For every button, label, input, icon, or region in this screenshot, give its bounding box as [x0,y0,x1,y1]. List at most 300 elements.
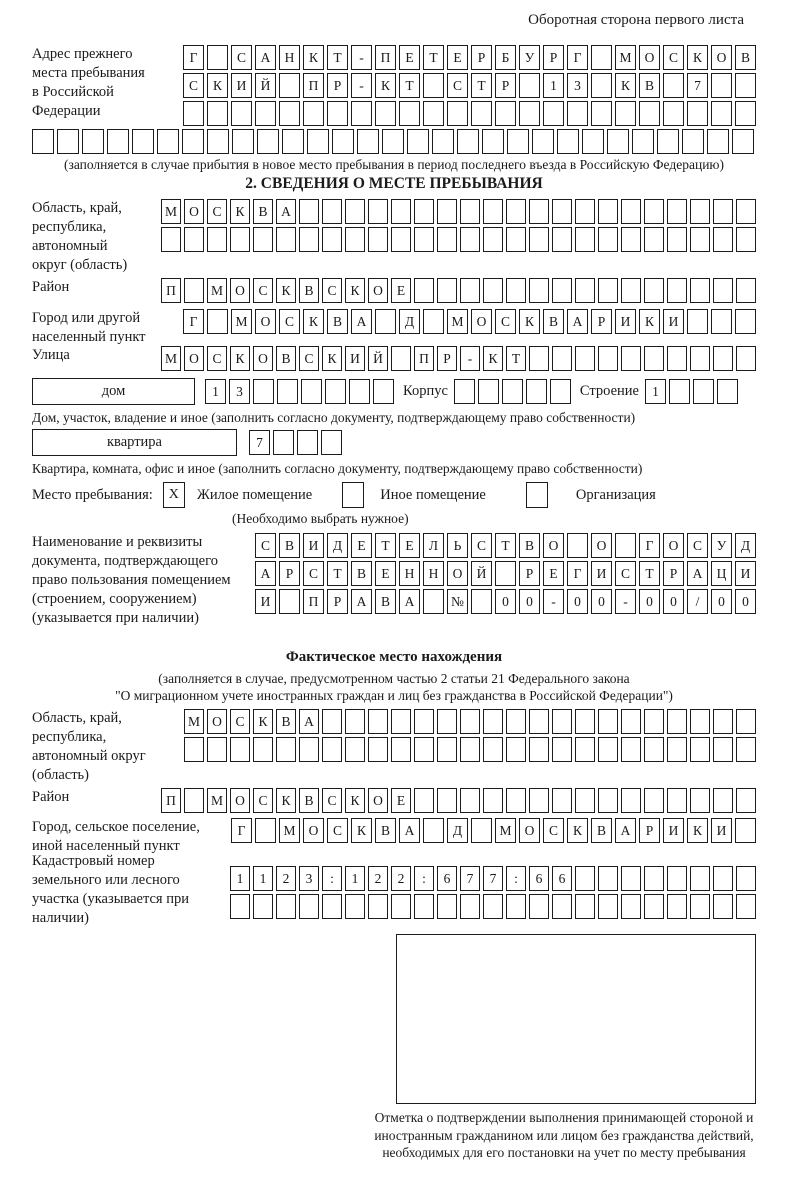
grid-cell: 7 [483,866,503,891]
grid-cell [736,346,756,371]
street-label: Улица [32,347,70,363]
stay-type-note: (Необходимо выбрать нужное) [232,511,409,526]
grid-cell [657,129,679,154]
grid-cell [457,129,479,154]
grid-cell [693,379,714,404]
grid-cell: Н [423,561,444,586]
grid-cell: 0 [519,589,540,614]
grid-cell: № [447,589,468,614]
actual-location-note-2: "О миграционном учете иностранных граждан и лиц без гражданства в Российской Федерации") [115,688,673,703]
grid-cell: А [299,709,319,734]
grid-cell [598,199,618,224]
actual-city-group [32,818,756,852]
grid-cell [598,709,618,734]
grid-cell: В [327,309,348,334]
grid-cell: У [519,45,540,70]
grid-cell: М [184,709,204,734]
grid-cell: Б [495,45,516,70]
grid-cell [598,227,618,252]
document-group [32,533,756,647]
grid-cell [414,199,434,224]
grid-cell [690,866,710,891]
grid-cell [391,199,411,224]
grid-cell [257,129,279,154]
grid-cell: - [351,73,372,98]
grid-cell [322,199,342,224]
grid-cell [322,737,342,762]
actual-location-note-1: (заполняется в случае, предусмотренном частью 2 статьи 21 Федерального закона [158,671,630,686]
grid-cell: 0 [639,589,660,614]
actual-city-label: Город, сельское поселение, иной населенный пункт [32,819,200,854]
grid-cell: Ц [711,561,732,586]
grid-cell: А [399,589,420,614]
region-label: Область, край, республика, автономный округ (область) [32,200,128,273]
grid-cell: О [591,533,612,558]
grid-cell: Е [351,533,372,558]
grid-cell: Г [231,818,252,843]
grid-row [183,101,756,126]
grid-cell: О [253,346,273,371]
grid-cell: К [615,73,636,98]
grid-cell [253,379,274,404]
grid-cell: С [183,73,204,98]
grid-cell [454,379,475,404]
grid-cell [299,227,319,252]
document-label: Наименование и реквизиты документа, подтверждающего право пользования помещением (строением, сооружением) (указывается при наличии) [32,534,231,626]
grid-cell: 0 [567,589,588,614]
grid-cell: 2 [368,866,388,891]
grid-cell [437,227,457,252]
grid-cell [591,45,612,70]
grid-cell: К [276,788,296,813]
grid-row [183,73,756,98]
grid-cell: Е [391,788,411,813]
grid-cell [437,199,457,224]
grid-cell [567,533,588,558]
grid-cell: И [255,589,276,614]
house-cells [205,379,394,404]
grid-cell [373,379,394,404]
grid-cell [322,709,342,734]
grid-cell [713,199,733,224]
grid-cell: И [663,309,684,334]
grid-cell [736,788,756,813]
grid-cell [391,346,411,371]
checkbox-other-premises [342,482,364,508]
grid-cell: Р [591,309,612,334]
grid-cell: К [230,199,250,224]
grid-cell [667,737,687,762]
grid-cell: В [735,45,756,70]
grid-cell [736,227,756,252]
grid-cell: 1 [230,866,250,891]
grid-cell [621,709,641,734]
grid-cell [550,379,571,404]
grid-cell: С [495,309,516,334]
grid-cell [299,737,319,762]
grid-cell: А [255,561,276,586]
grid-cell [132,129,154,154]
grid-cell: 1 [205,379,226,404]
grid-cell [644,866,664,891]
grid-cell: И [711,818,732,843]
grid-cell [483,227,503,252]
grid-cell [529,227,549,252]
grid-cell [183,101,204,126]
grid-cell [207,309,228,334]
grid-cell [717,379,738,404]
grid-cell [399,101,420,126]
grid-cell [349,379,370,404]
grid-cell: 1 [543,73,564,98]
grid-cell: С [255,533,276,558]
grid-cell: М [495,818,516,843]
grid-cell: 0 [591,589,612,614]
grid-cell [253,737,273,762]
grid-cell: 1 [645,379,666,404]
grid-cell: С [207,199,227,224]
grid-cell [495,101,516,126]
grid-cell: О [368,278,388,303]
prev-address-group [32,45,756,126]
grid-cell: Г [567,45,588,70]
grid-cell [345,227,365,252]
grid-cell [345,737,365,762]
grid-cell [713,737,733,762]
grid-cell [207,227,227,252]
grid-cell [303,101,324,126]
grid-cell: Е [399,533,420,558]
grid-cell [437,278,457,303]
grid-cell: И [303,533,324,558]
grid-cell: П [414,346,434,371]
grid-cell: В [279,533,300,558]
grid-cell [735,309,756,334]
grid-cell [615,533,636,558]
grid-cell: К [687,45,708,70]
grid-cell [621,894,641,919]
checkbox-organization [526,482,548,508]
grid-cell [506,199,526,224]
grid-cell [711,101,732,126]
grid-cell [529,788,549,813]
grid-cell [736,709,756,734]
grid-cell [506,709,526,734]
grid-cell: Т [506,346,526,371]
grid-cell: И [345,346,365,371]
apartment-box-label: квартира [32,429,237,456]
grid-cell [460,199,480,224]
grid-cell [690,227,710,252]
grid-cell: Й [255,73,276,98]
grid-cell [575,346,595,371]
grid-cell [231,101,252,126]
grid-cell [736,866,756,891]
actual-district-label: Район [32,789,70,805]
grid-cell: М [279,818,300,843]
grid-cell: Г [183,309,204,334]
grid-cell [276,894,296,919]
stay-type-row [32,482,756,508]
grid-cell: - [351,45,372,70]
grid-cell [529,709,549,734]
grid-cell [644,788,664,813]
grid-cell: Т [639,561,660,586]
grid-cell: - [543,589,564,614]
grid-cell [667,227,687,252]
grid-cell [507,129,529,154]
grid-cell [713,709,733,734]
grid-cell: С [299,346,319,371]
section2-title: 2. СВЕДЕНИЯ О МЕСТЕ ПРЕБЫВАНИЯ [245,175,543,192]
grid-cell: Р [639,818,660,843]
grid-cell [368,737,388,762]
grid-cell [552,278,572,303]
grid-cell [567,101,588,126]
grid-cell: В [253,199,273,224]
grid-cell [32,129,54,154]
actual-region-group [32,709,756,785]
grid-cell [432,129,454,154]
grid-cell [345,199,365,224]
grid-cell [529,199,549,224]
grid-cell: И [591,561,612,586]
grid-cell [591,101,612,126]
grid-cell: Й [368,346,388,371]
grid-cell: С [253,278,273,303]
grid-cell: К [351,818,372,843]
grid-cell: К [375,73,396,98]
grid-cell [322,227,342,252]
grid-cell [345,894,365,919]
grid-cell: 2 [276,866,296,891]
grid-cell: Д [399,309,420,334]
grid-cell: О [663,533,684,558]
grid-cell: К [207,73,228,98]
grid-cell [598,894,618,919]
grid-cell [732,129,754,154]
grid-cell [607,129,629,154]
grid-cell: С [615,561,636,586]
grid-cell [687,101,708,126]
grid-cell [529,737,549,762]
grid-cell: П [303,73,324,98]
grid-cell: Т [327,561,348,586]
grid-cell: 1 [345,866,365,891]
grid-cell: О [711,45,732,70]
corner-note: Оборотная сторона первого листа [528,12,744,28]
grid-cell [552,199,572,224]
grid-cell: 0 [663,589,684,614]
grid-cell: 0 [711,589,732,614]
grid-cell [667,788,687,813]
grid-cell: С [471,533,492,558]
grid-cell: С [303,561,324,586]
grid-cell [437,737,457,762]
grid-cell [368,709,388,734]
street-group [32,346,756,371]
grid-cell [552,227,572,252]
grid-cell [230,227,250,252]
grid-cell [483,709,503,734]
grid-cell: П [161,788,181,813]
grid-cell: П [375,45,396,70]
grid-cell [483,278,503,303]
grid-cell [423,309,444,334]
grid-cell: В [276,709,296,734]
grid-cell [575,199,595,224]
grid-cell: О [447,561,468,586]
grid-cell: К [276,278,296,303]
grid-cell: 7 [460,866,480,891]
prev-address-note: (заполняется в случае прибытия в новое место пребывания в период последнего въезда в Российскую Федерацию) [63,157,725,172]
grid-cell [632,129,654,154]
prev-address-label: Адрес прежнего места пребывания в Российской Федерации [32,46,145,119]
grid-cell [690,788,710,813]
grid-cell [621,278,641,303]
actual-location-title: Фактическое место нахождения [285,649,503,665]
grid-cell: В [299,278,319,303]
grid-cell: О [184,199,204,224]
grid-cell: 7 [249,430,270,455]
grid-cell [351,101,372,126]
grid-cell: / [687,589,708,614]
grid-row [230,866,756,891]
grid-cell [667,199,687,224]
grid-cell [255,818,276,843]
grid-cell [682,129,704,154]
grid-cell: Р [327,589,348,614]
grid-cell: К [345,278,365,303]
grid-cell: Т [423,45,444,70]
grid-cell: Д [447,818,468,843]
grid-cell: И [231,73,252,98]
grid-row [161,346,756,371]
grid-cell: Т [495,533,516,558]
city-group [32,309,756,343]
option-organization-label: Организация [575,486,656,503]
grid-cell [414,788,434,813]
grid-cell: Т [375,533,396,558]
grid-cell [713,788,733,813]
checkbox-residential: X [163,482,185,508]
grid-cell [713,866,733,891]
grid-cell: Т [327,45,348,70]
grid-cell [713,227,733,252]
grid-cell [460,227,480,252]
grid-cell: К [345,788,365,813]
grid-cell: 3 [229,379,250,404]
grid-cell: С [327,818,348,843]
grid-cell [663,101,684,126]
stroenie-label: Строение [579,383,639,399]
grid-cell [644,199,664,224]
grid-row [184,737,756,762]
grid-cell: Т [399,73,420,98]
district-label: Район [32,279,70,295]
grid-cell [552,346,572,371]
grid-cell: А [351,309,372,334]
grid-cell: В [543,309,564,334]
grid-cell [184,737,204,762]
grid-cell [447,101,468,126]
grid-cell: К [303,309,324,334]
grid-cell: К [639,309,660,334]
grid-cell: М [615,45,636,70]
grid-cell: - [460,346,480,371]
grid-cell [437,709,457,734]
grid-row [183,45,756,70]
grid-cell [644,737,664,762]
grid-cell [707,129,729,154]
grid-cell: А [351,589,372,614]
grid-cell: Н [399,561,420,586]
grid-cell [667,346,687,371]
grid-cell [375,101,396,126]
grid-cell: Е [391,278,411,303]
grid-cell [598,737,618,762]
grid-cell [322,894,342,919]
korpus-cells [454,379,571,404]
grid-cell [639,101,660,126]
grid-cell [529,346,549,371]
grid-cell [382,129,404,154]
grid-cell [506,737,526,762]
grid-cell [506,788,526,813]
grid-cell [483,199,503,224]
grid-cell [552,788,572,813]
grid-cell: У [711,533,732,558]
grid-cell [621,227,641,252]
grid-cell: : [322,866,342,891]
grid-cell: О [230,278,250,303]
grid-cell: К [253,709,273,734]
grid-cell [207,129,229,154]
grid-cell: А [276,199,296,224]
grid-cell: Р [471,45,492,70]
grid-cell [483,788,503,813]
grid-cell [57,129,79,154]
grid-cell [552,709,572,734]
grid-cell [207,737,227,762]
grid-cell [598,278,618,303]
grid-cell [391,227,411,252]
grid-cell [575,278,595,303]
grid-cell: О [639,45,660,70]
grid-cell: П [303,589,324,614]
grid-cell [713,278,733,303]
grid-cell: К [567,818,588,843]
grid-cell [615,101,636,126]
grid-cell [82,129,104,154]
grid-cell [414,894,434,919]
korpus-label: Корпус [403,383,448,399]
stamp-box [396,934,756,1104]
grid-cell [575,709,595,734]
grid-cell [184,227,204,252]
grid-cell: С [253,788,273,813]
actual-region-label: Область, край, республика, автономный округ (область) [32,710,146,783]
grid-cell [735,73,756,98]
grid-cell: С [230,709,250,734]
grid-cell [460,709,480,734]
grid-cell: Р [279,561,300,586]
grid-cell [506,227,526,252]
grid-cell [713,346,733,371]
grid-row [230,894,756,919]
house-row [32,378,756,405]
stay-type-label: Место пребывания: [32,486,153,503]
